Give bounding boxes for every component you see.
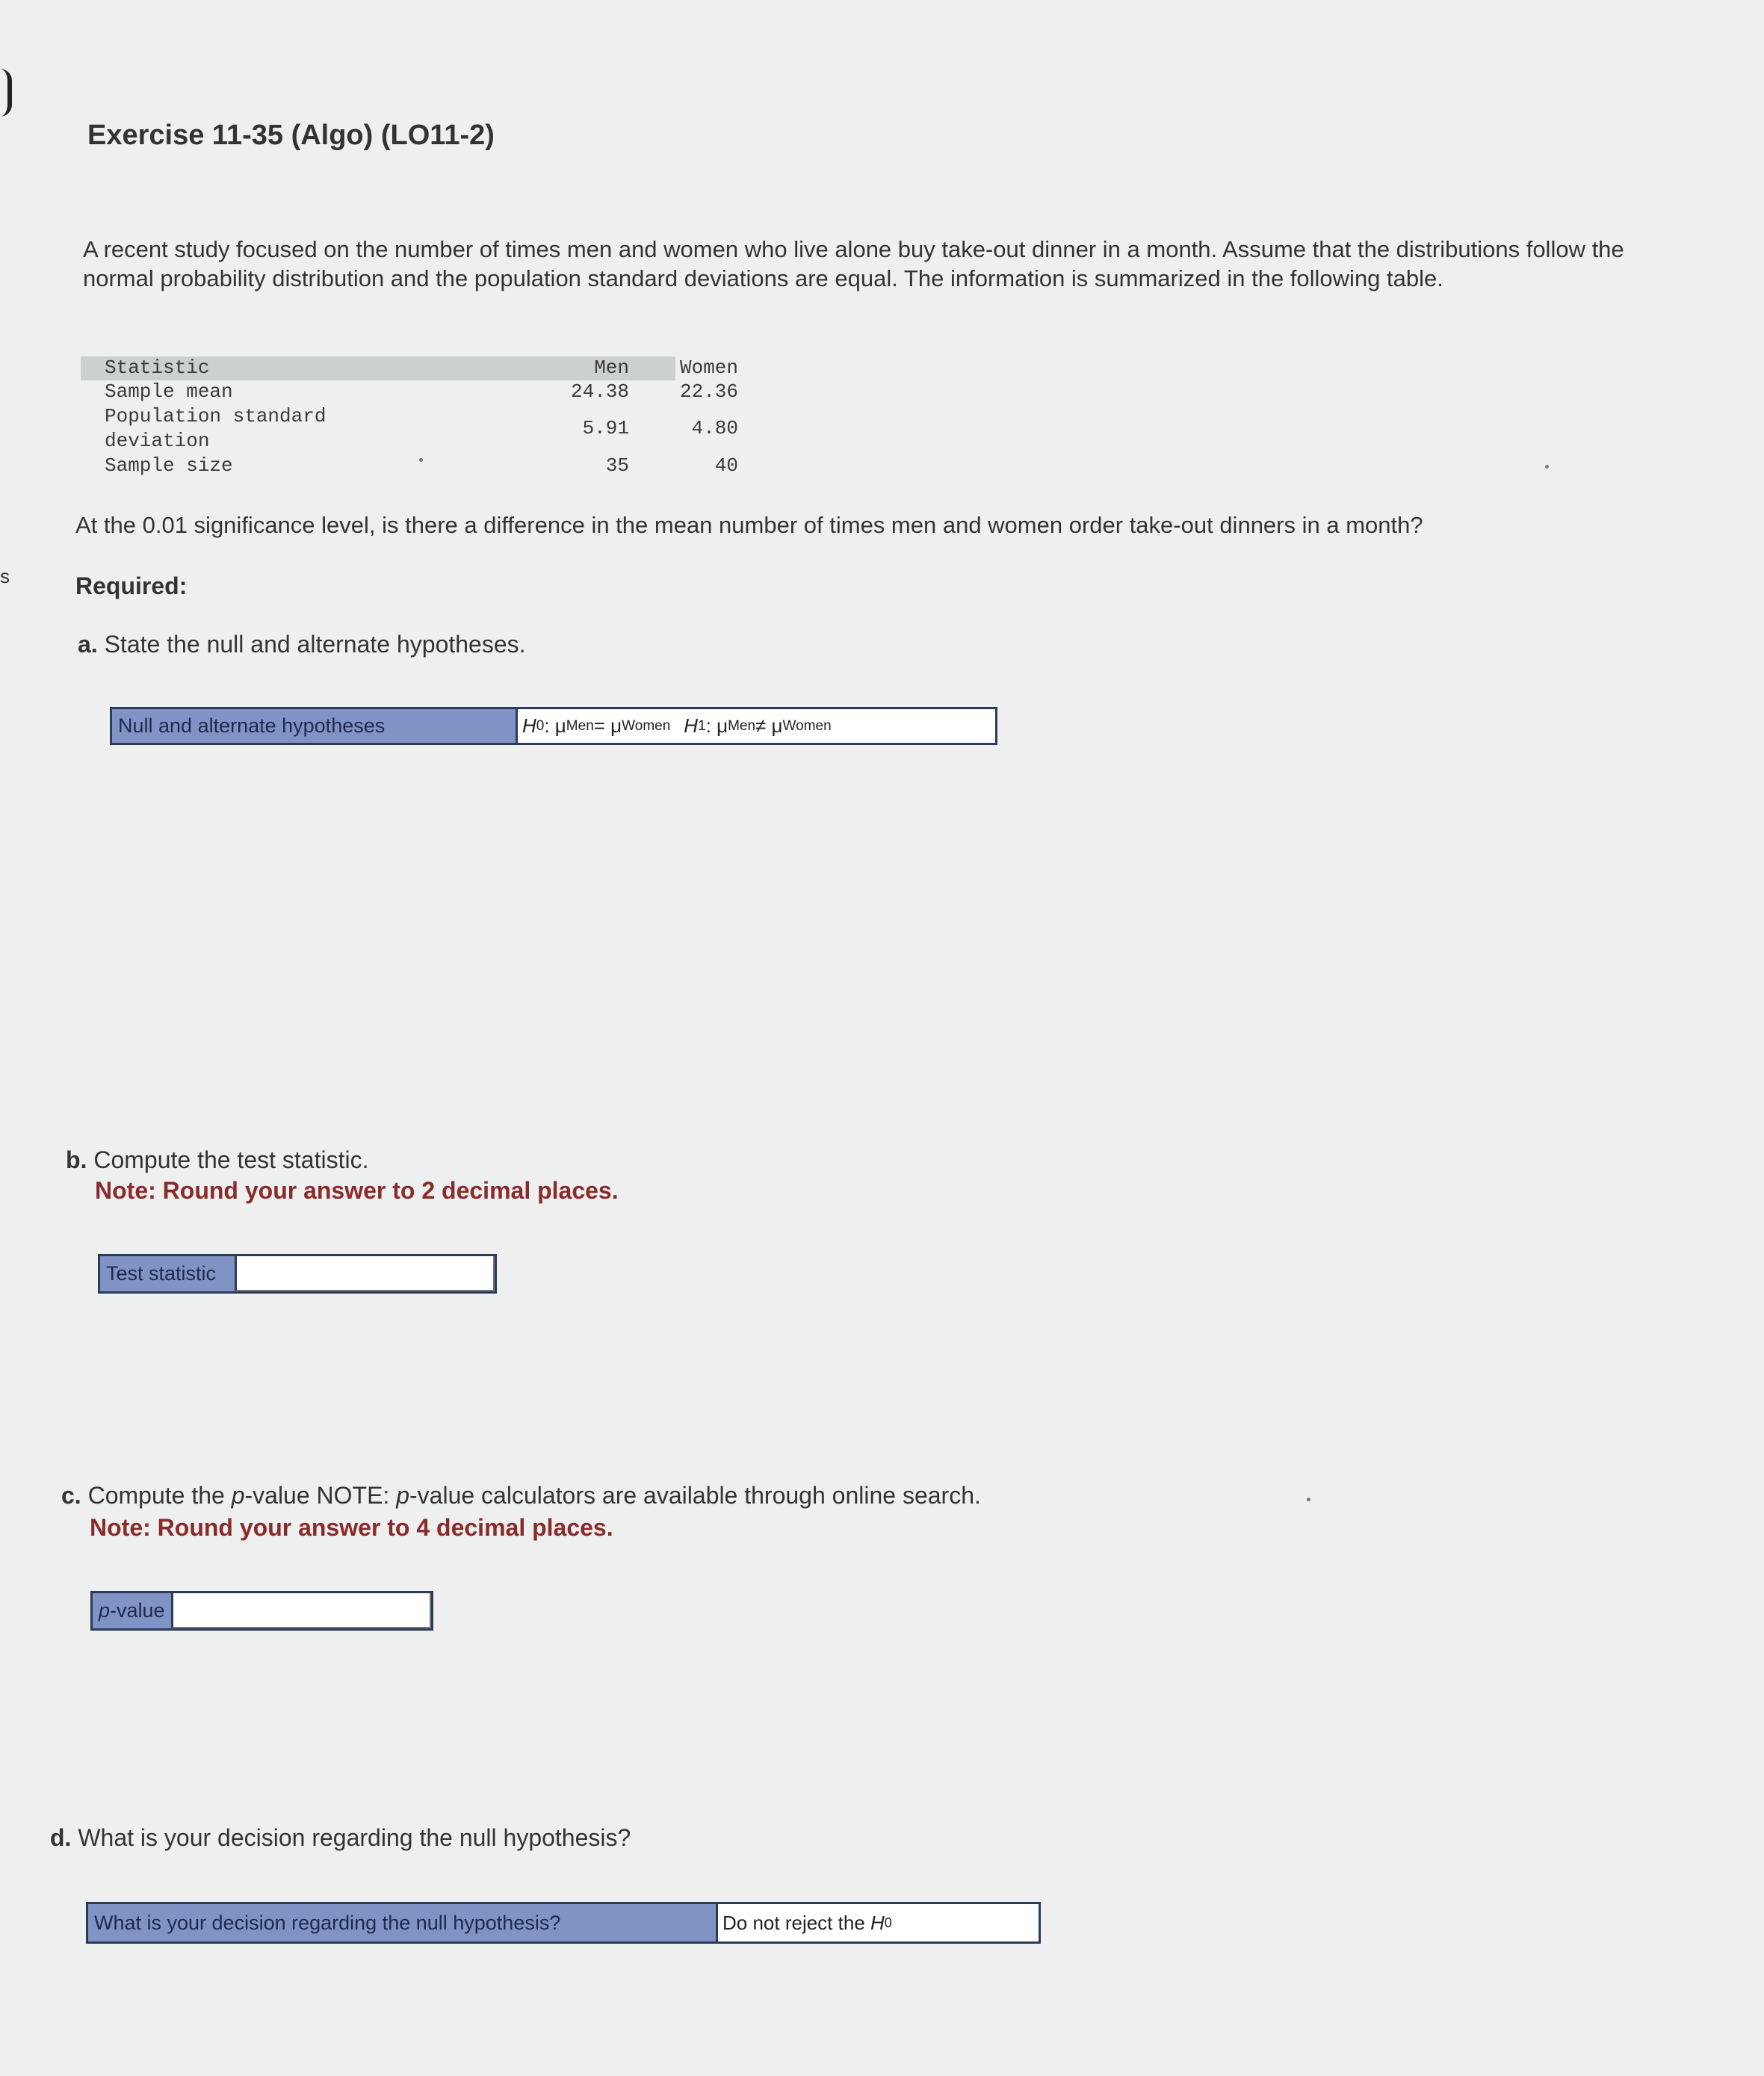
decision-h-subscript: 0 xyxy=(884,1915,892,1930)
h0-subscript: 0 xyxy=(536,717,545,734)
decision-h-symbol: H xyxy=(870,1911,885,1934)
row-label: Sample size xyxy=(105,454,233,477)
part-a-prompt xyxy=(78,631,526,658)
h0-equals: = μ xyxy=(593,714,622,737)
part-b-text: Compute the test statistic. xyxy=(93,1146,369,1173)
h0-symbol: H xyxy=(522,714,536,737)
decision-value-text: Do not reject the xyxy=(722,1911,865,1934)
h1-mu-men-sub: Men xyxy=(728,717,756,734)
women-value: 40 xyxy=(714,454,738,477)
h1-symbol: H xyxy=(684,714,699,737)
part-b-letter: b. xyxy=(66,1146,87,1173)
part-d-letter: d. xyxy=(50,1824,72,1851)
part-c-text-mid: -value NOTE: xyxy=(244,1482,397,1509)
men-value: 5.91 xyxy=(582,417,629,439)
test-statistic-label: Test statistic xyxy=(100,1256,235,1291)
significance-question: At the 0.01 significance level, is there a difference in the mean number of times men and women order take-out dinners in a month? xyxy=(75,512,1423,538)
table-row xyxy=(81,405,738,454)
h0-mu: : μ xyxy=(544,714,566,737)
h0-mu-men-sub: Men xyxy=(566,717,594,734)
part-d-text: What is your decision regarding the null hypothesis? xyxy=(78,1824,631,1851)
speck xyxy=(419,458,423,462)
women-value: 4.80 xyxy=(691,417,738,439)
row-label-line1: Population standard xyxy=(105,405,327,427)
page-edge-mark xyxy=(0,69,12,117)
decision-label: What is your decision regarding the null hypothesis? xyxy=(88,1904,716,1941)
table-header-row xyxy=(81,356,738,380)
header-statistic: Statistic xyxy=(105,356,210,379)
part-b-prompt xyxy=(66,1146,368,1174)
speck xyxy=(1307,1498,1310,1501)
h1-not-equals: ≠ μ xyxy=(755,714,783,737)
required-heading: Required: xyxy=(75,572,188,599)
decision-row xyxy=(86,1902,1041,1944)
header-men: Men xyxy=(594,356,629,379)
speck xyxy=(1545,465,1549,469)
p-value-input[interactable] xyxy=(171,1593,431,1628)
hypotheses-label: Null and alternate hypotheses xyxy=(112,709,516,743)
table-row xyxy=(81,454,738,479)
p-value-label xyxy=(93,1593,171,1628)
men-value: 35 xyxy=(605,454,629,477)
hypotheses-answer-row xyxy=(110,707,997,745)
h0-mu-women-sub: Women xyxy=(622,717,671,734)
part-a-text: State the null and alternate hypotheses. xyxy=(104,631,526,658)
statistics-table xyxy=(81,356,738,479)
header-women: Women xyxy=(679,356,738,379)
p-value-label-rest: -value xyxy=(110,1599,165,1622)
exercise-title: Exercise 11-35 (Algo) (LO11-2) xyxy=(87,120,495,151)
p-value-row xyxy=(90,1591,433,1631)
part-a-letter: a. xyxy=(78,631,98,658)
row-label-line2: deviation xyxy=(105,430,210,452)
part-c-text-pre: Compute the xyxy=(87,1482,232,1509)
part-b-note: Note: Round your answer to 2 decimal places. xyxy=(95,1177,619,1204)
part-d-prompt xyxy=(50,1824,631,1852)
part-c-letter: c. xyxy=(61,1482,81,1509)
part-c-text-post: -value calculators are available through online search. xyxy=(409,1482,981,1509)
part-c-p-italic-2: p xyxy=(396,1482,409,1509)
decision-select[interactable] xyxy=(716,1904,1039,1941)
part-c-p-italic: p xyxy=(231,1482,245,1509)
hypotheses-answer[interactable] xyxy=(516,709,995,743)
row-label: Sample mean xyxy=(105,380,233,403)
test-statistic-row xyxy=(98,1254,497,1294)
h1-mu: : μ xyxy=(705,714,728,737)
part-c-note: Note: Round your answer to 4 decimal places. xyxy=(90,1514,613,1541)
page-edge-letter: s xyxy=(0,565,10,587)
table-row xyxy=(81,380,738,405)
p-value-label-p: p xyxy=(99,1599,111,1622)
men-value: 24.38 xyxy=(570,380,629,403)
problem-intro: A recent study focused on the number of times men and women who live alone buy take-out dinner in a month. Assume that the distributions follow the normal probability distribution and the population standard deviations are equal. The information is summarized in the following table. xyxy=(83,236,1624,291)
women-value: 22.36 xyxy=(679,380,738,403)
h1-mu-women-sub: Women xyxy=(782,717,832,734)
h1-subscript: 1 xyxy=(698,717,706,734)
test-statistic-input[interactable] xyxy=(235,1256,495,1291)
part-c-prompt xyxy=(61,1482,981,1510)
